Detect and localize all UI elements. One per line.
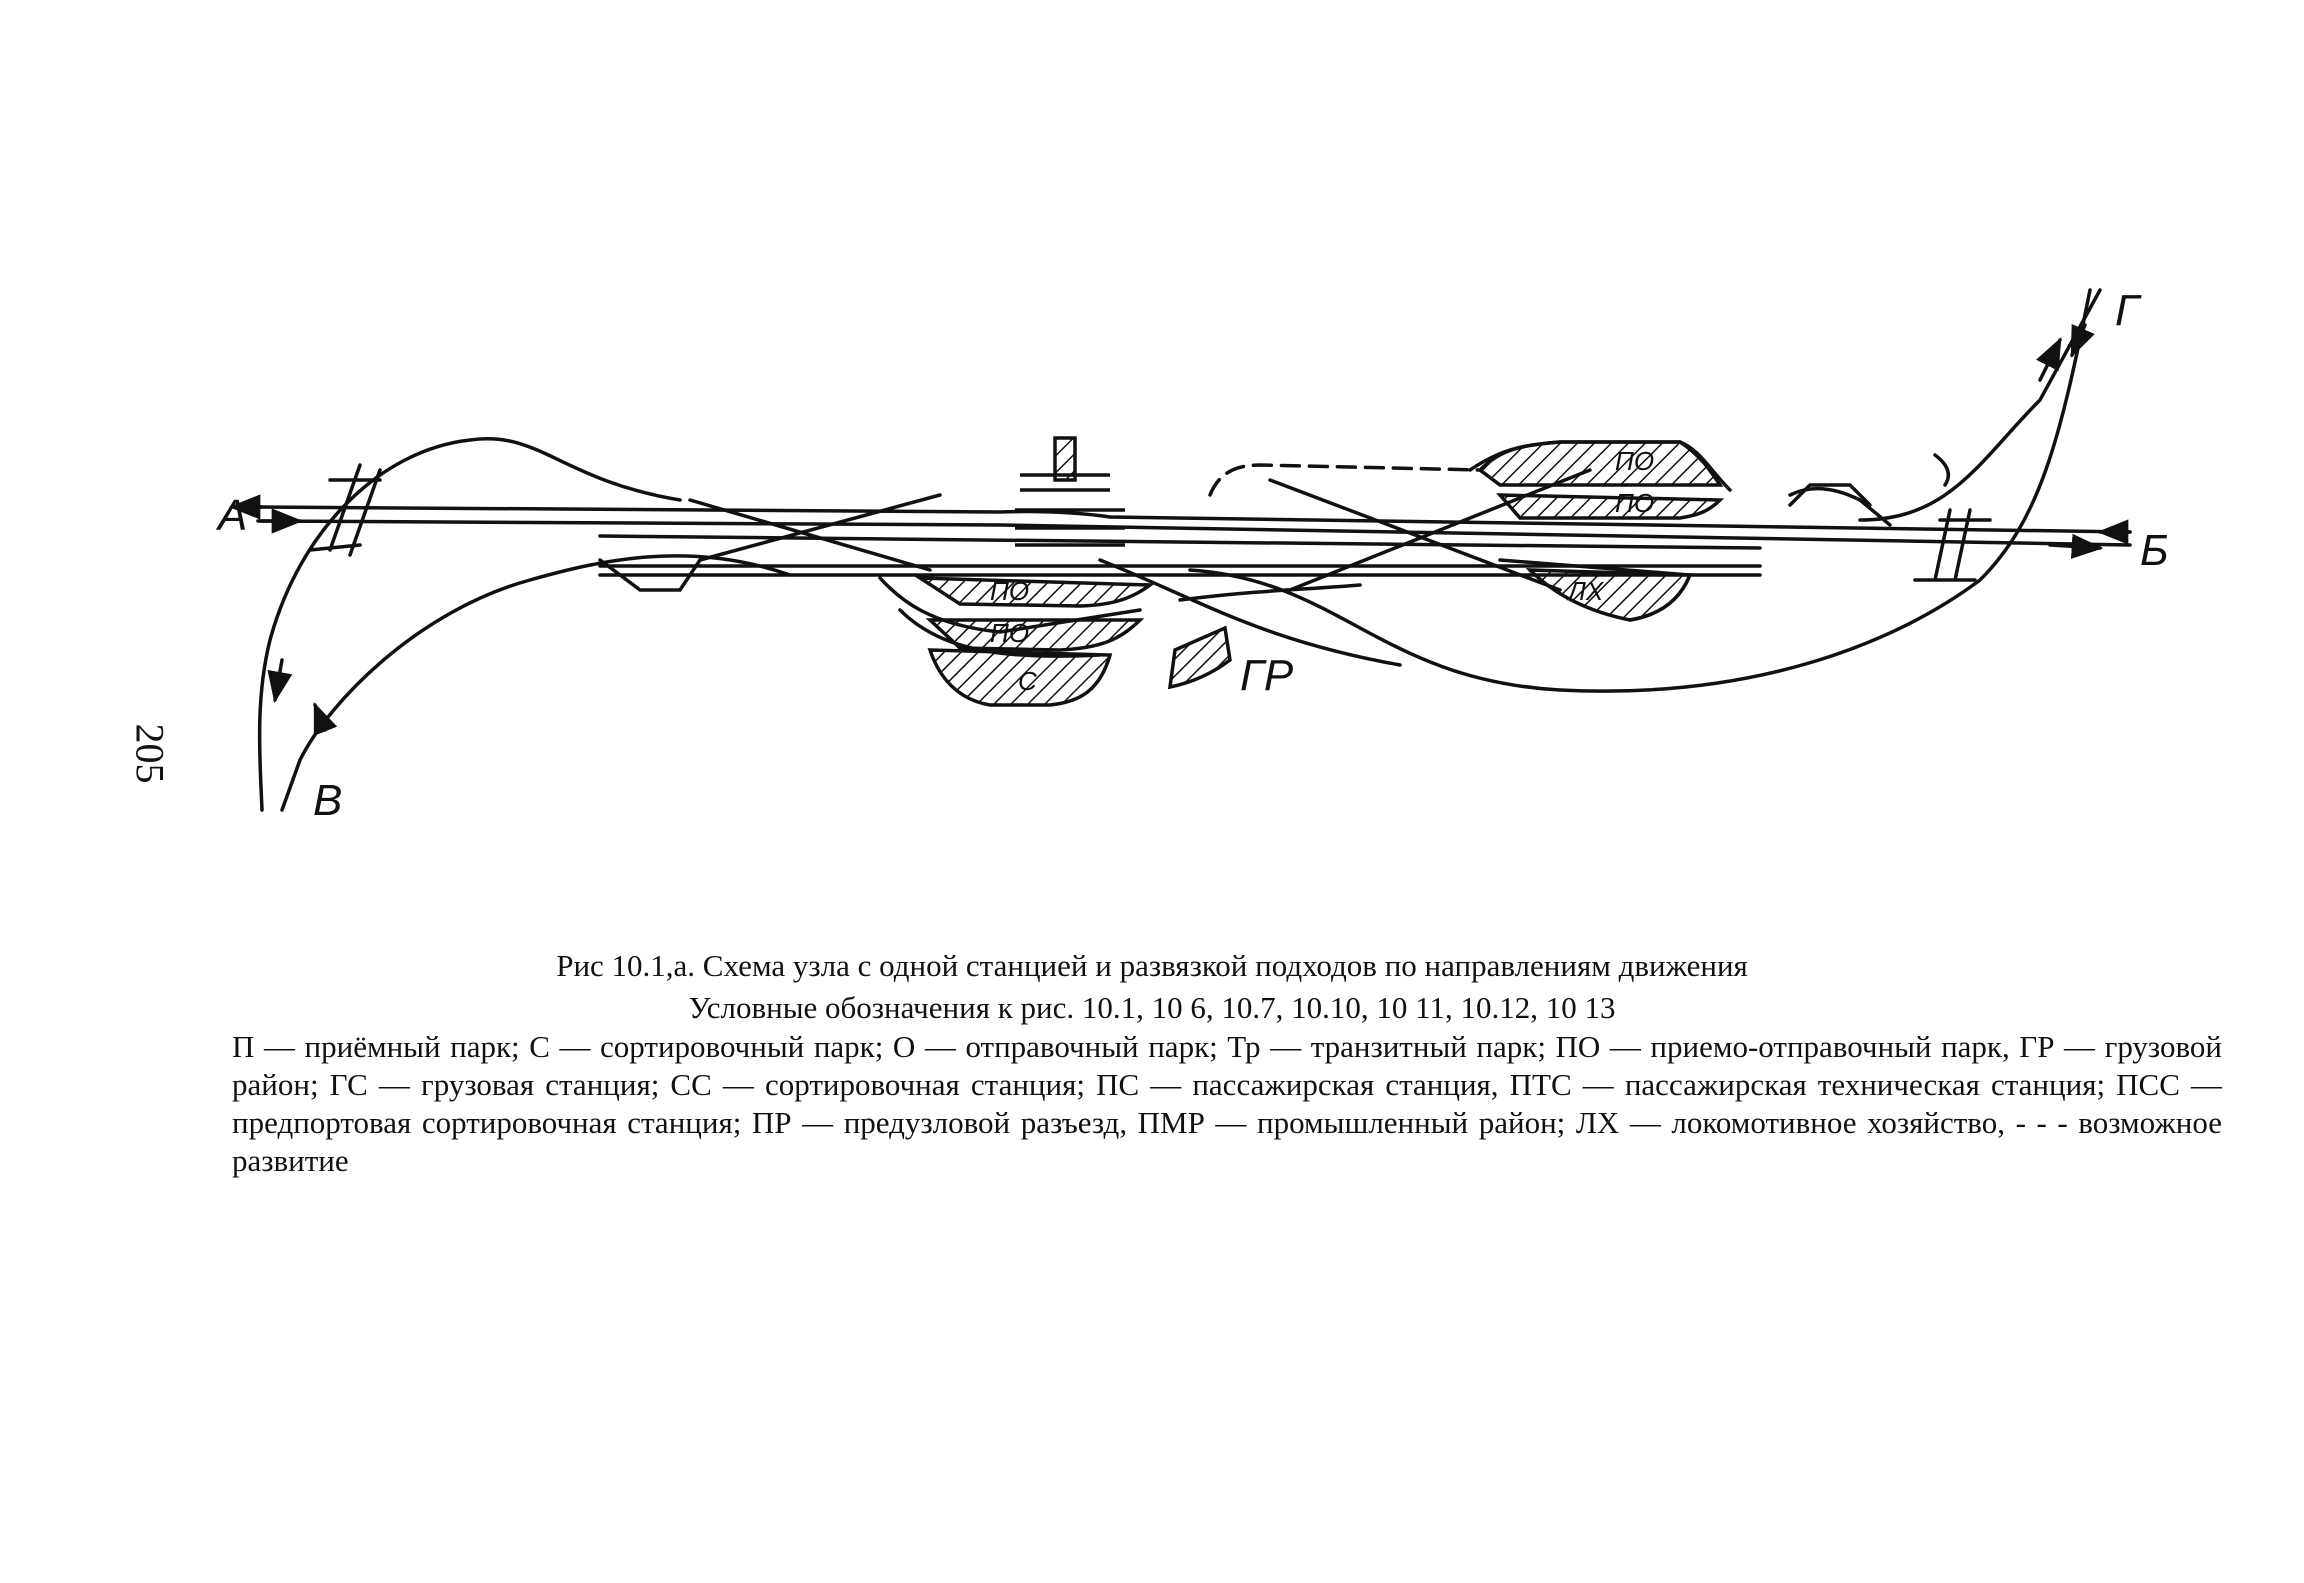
figure-subtitle: Условные обозначения к рис. 10.1, 10 6, 10.7, 10.10, 10 11, 10.12, 10 13 [688, 990, 1616, 1025]
label-g: Г [2115, 286, 2139, 335]
label-po-left-1: ПО [990, 576, 1030, 606]
label-po-top-1: ПО [1615, 446, 1655, 476]
park-po-left-2 [930, 620, 1140, 650]
park-gr [1170, 628, 1230, 687]
label-po-left-2: ПО [990, 618, 1030, 648]
label-s: С [1018, 666, 1037, 696]
label-po-top-2: ПО [1615, 488, 1655, 518]
label-v: В [313, 776, 343, 825]
page-number: 205 [127, 723, 173, 784]
park-lh [1530, 570, 1690, 620]
figure-caption: Рис 10.1,а. Схема узла с одной станцией и развязкой подходов по направлениям движения [556, 948, 1748, 983]
park-po-top [1480, 442, 1720, 485]
loop-left-outer [260, 439, 680, 810]
tie-right-1 [1915, 510, 1990, 580]
label-a: А [218, 491, 248, 540]
arrow-v-1 [275, 660, 282, 700]
legend-text: П — приёмный парк; С — сортировочный парк; О — отправочный парк; Тр — транзитный парк; ПО — приемо-отправочный парк, ГР — грузовой район; ГС — грузовая станция; СС — сортировочная станция; ПС — пассажирская станция, ПТС — пассажирская техническая станция; ПСС — предпортовая сортировочная станция; ПР — предузловой разъезд, ПМР — промышленный район; ЛХ — локомотивное хозяйство, - - - возможное развитие [232, 1029, 2222, 1178]
label-gr: ГР [1240, 651, 1294, 700]
arrow-g-1 [2040, 340, 2060, 380]
loop-left-inner [282, 556, 790, 810]
label-lh: ЛХ [1568, 576, 1604, 606]
park-po-left-1 [920, 578, 1150, 606]
label-b: Б [2140, 526, 2169, 575]
cross-diagonal-2 [700, 495, 940, 560]
main-track-3 [600, 536, 1760, 548]
park-po-top-2 [1500, 495, 1720, 518]
station-building [1015, 438, 1125, 545]
possible-development [1210, 465, 1480, 495]
branch-hook-right [1790, 455, 1948, 525]
tie-left-1 [310, 465, 380, 555]
